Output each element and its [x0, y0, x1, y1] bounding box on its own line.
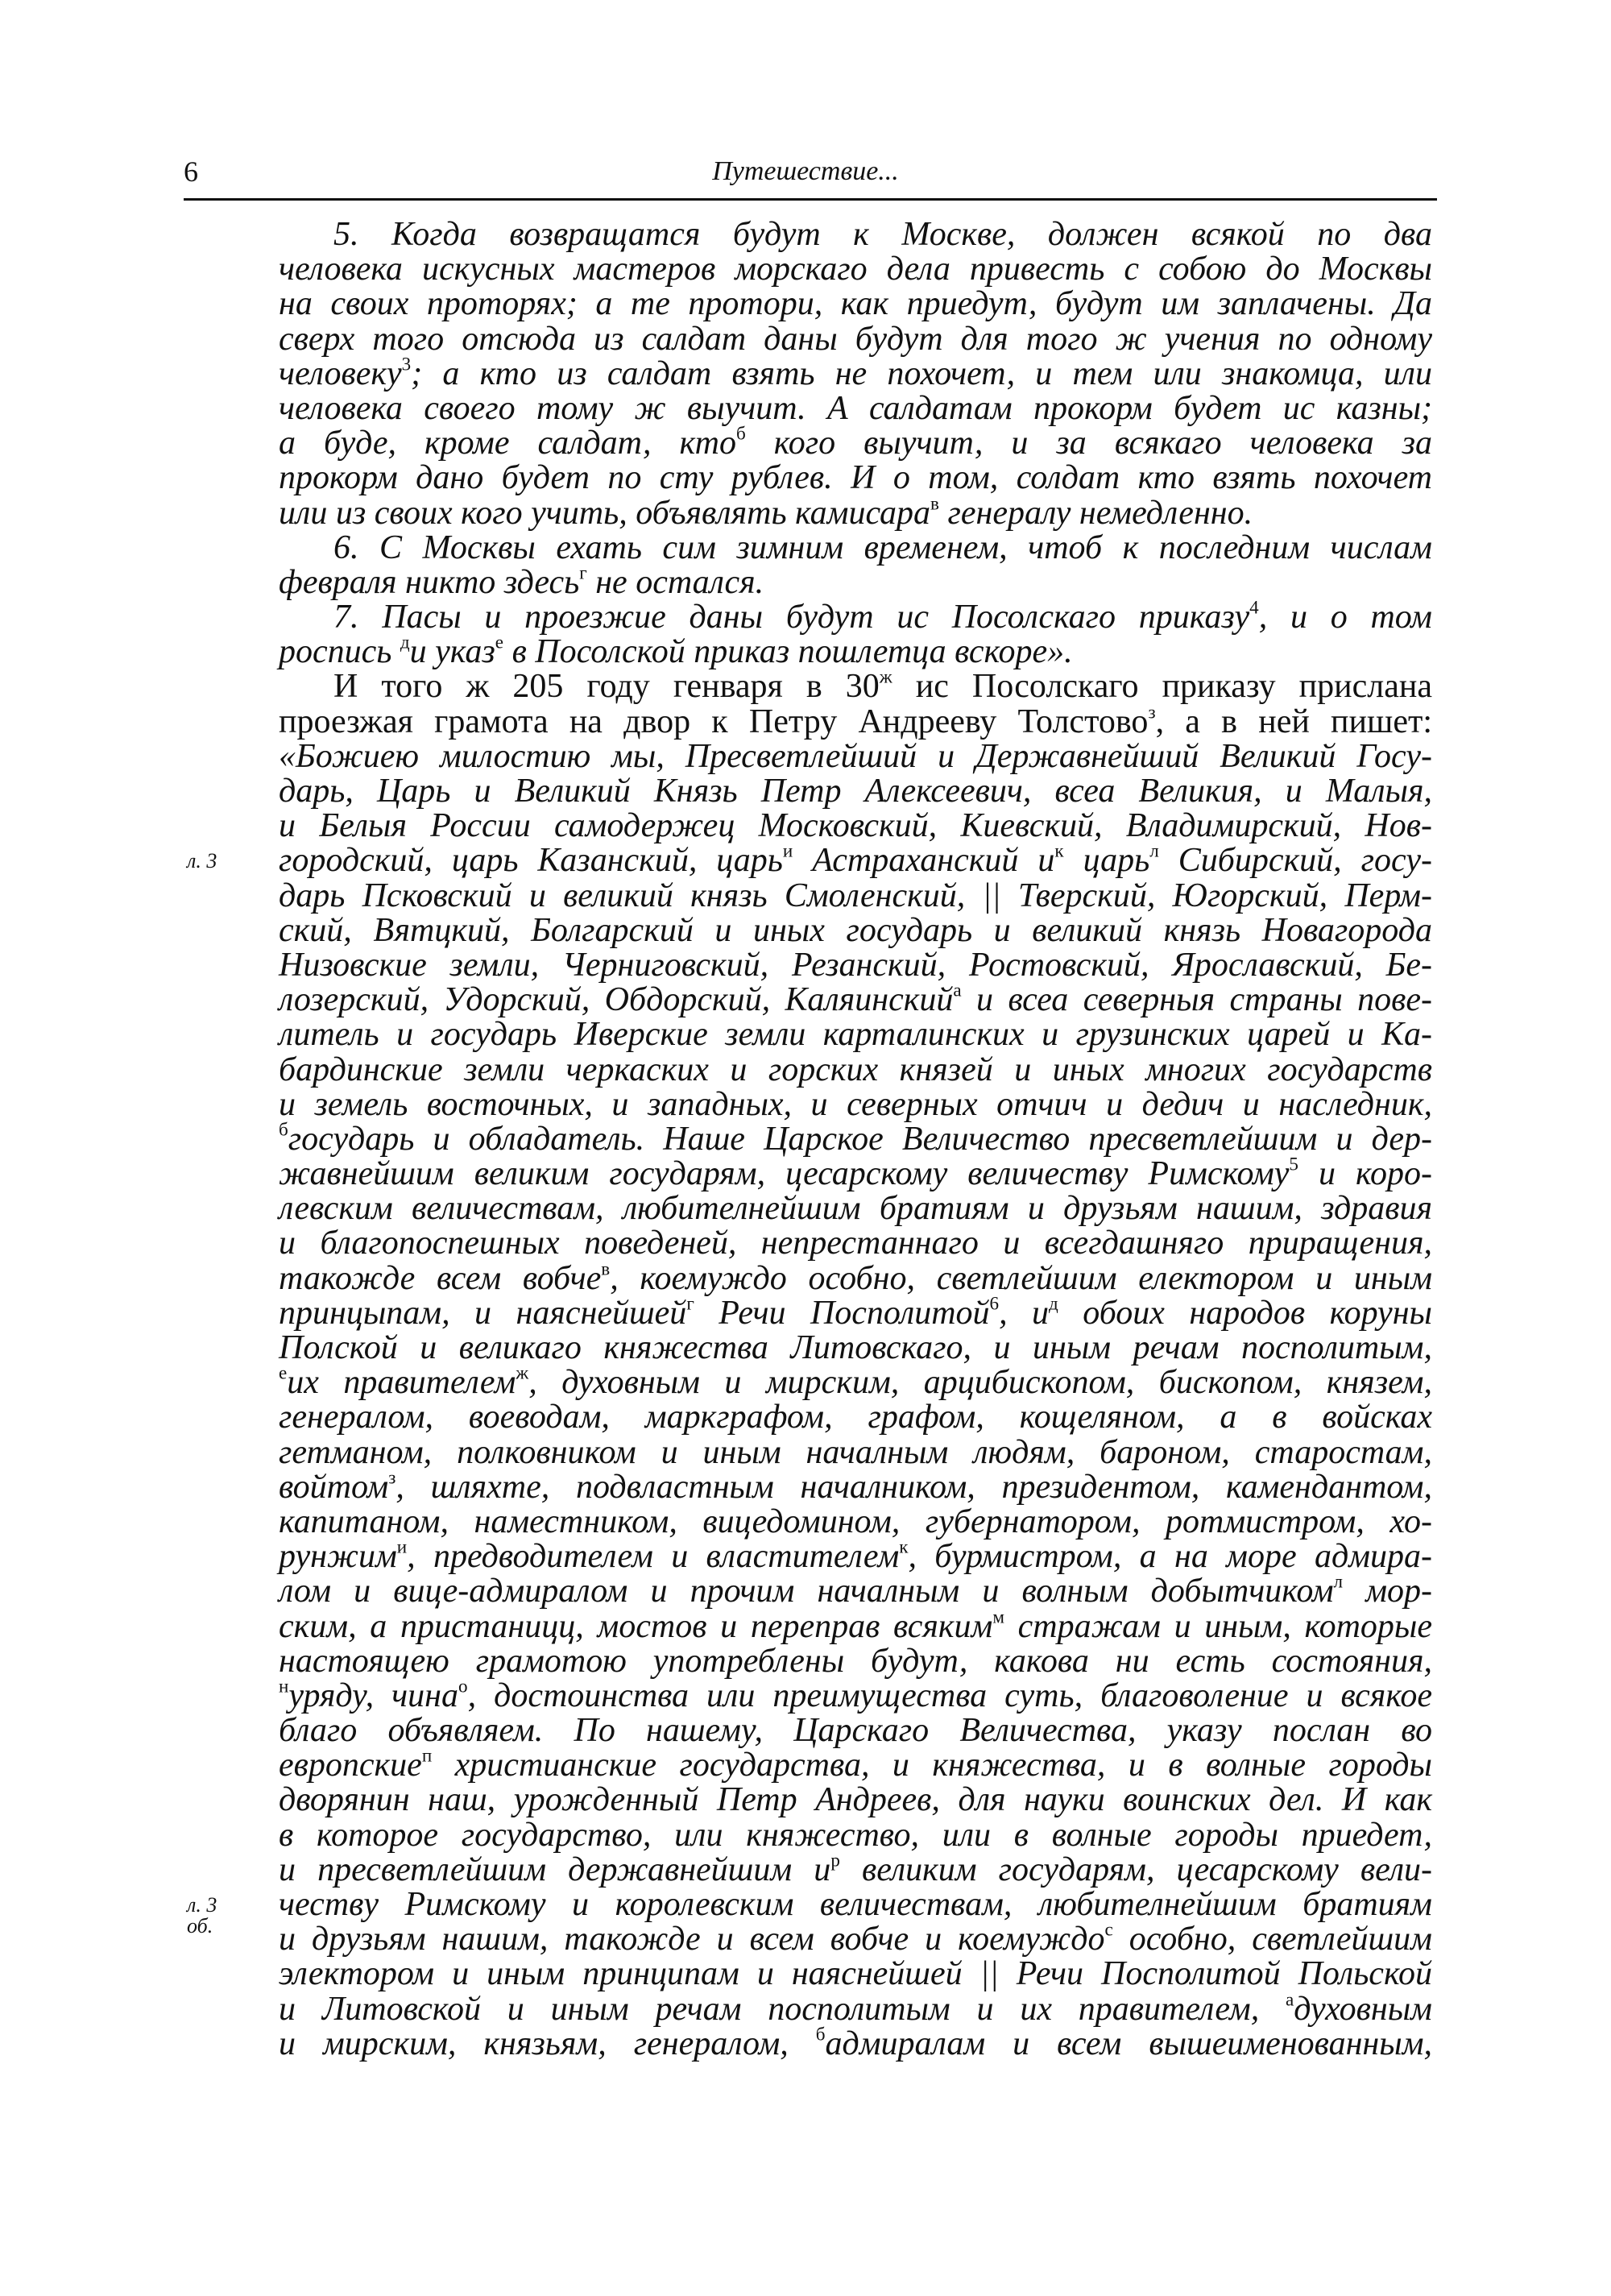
footnote-marker: м [992, 1606, 1004, 1627]
footnote-marker: 3 [401, 353, 412, 375]
text-segment: на своих проторях; а те протори, как приедут, будут им заплачены. Да [279, 285, 1432, 323]
folio-marker: об. [187, 1913, 213, 1938]
footnote-marker: л [1149, 840, 1159, 862]
text-segment: «Божиею милостию мы, Пресветлейший и Державнейший Великий Госу- [279, 737, 1432, 775]
text-segment: и Литовской и иным речам посполитым и их правителем, [279, 1990, 1286, 2028]
footnote-marker: з [388, 1466, 396, 1488]
text-segment: рунжим [279, 1538, 397, 1576]
text-segment: царь [1063, 842, 1150, 880]
text-segment: принцыпам, и наяснейшей [279, 1294, 687, 1332]
text-segment: 7. Пасы и проезжие даны будут ис Посолскаго приказу [333, 599, 1250, 636]
text-segment: настоящею грамотою употреблены будут, какова ни есть состояния, [279, 1642, 1432, 1680]
text-segment: человека искусных мастеров морскаго дела привесть с собою до Москвы [279, 251, 1432, 288]
text-line [279, 1466, 1432, 1506]
text-segment: уряду, чина [288, 1676, 459, 1714]
text-line [279, 1153, 1432, 1193]
footnote-marker: к [899, 1536, 909, 1557]
footnote-marker: з [1148, 701, 1156, 723]
text-segment: и мирским, князьям, генералом, [279, 2025, 816, 2062]
text-line [279, 562, 1432, 601]
folio-marker: л. 3 [187, 848, 217, 872]
text-line [279, 1118, 1432, 1158]
text-line [279, 1433, 1432, 1471]
text-line [279, 809, 1432, 843]
text-segment: Астраханский и [793, 842, 1055, 880]
text-segment: в Посолской приказ пошлетца вскоре». [503, 633, 1073, 671]
text-segment: лозерский, Удорский, Обдорский, Каляинский [279, 981, 954, 1019]
text-segment: духовным [1294, 1990, 1432, 2028]
text-segment: , предводителем и властителем [407, 1538, 900, 1576]
text-segment: лом и вице-адмиралом и прочим началным и волным добытчиком [279, 1573, 1334, 1610]
footnote-marker: 4 [1249, 596, 1259, 618]
text-segment: , и о том [1258, 599, 1432, 636]
footnote-marker: 5 [1289, 1153, 1298, 1175]
footnote-marker: а [953, 979, 962, 1001]
text-segment: , шляхте, подвластным началником, президентом, камендантом, [396, 1468, 1432, 1506]
text-segment: ; а кто из салдат взять не похочет, и тем или знакомца, или [411, 354, 1432, 392]
text-segment: бардинские земли черкаских и горских князей и иных многих государств [279, 1051, 1432, 1088]
text-segment: , а в ней пишет: [1155, 702, 1433, 740]
text-segment: кого выучит, и за всякаго человека за [745, 425, 1432, 462]
text-segment: электором и иным принципам и наяснейшей || Речи Посполитой Польской [279, 1955, 1432, 1993]
text-segment: адмиралам и всем вышеименованным, [825, 2025, 1432, 2062]
text-segment: а буде, кроме салдат, кто [279, 425, 736, 462]
text-line [279, 1292, 1432, 1332]
text-segment: левским величествам, любителнейшим братиям и друзьям нашим, здравия [279, 1190, 1432, 1228]
footnote-marker: 6 [989, 1292, 1000, 1314]
footnote-marker: и [782, 840, 793, 862]
text-line [279, 1849, 1433, 1888]
text-line [279, 1361, 1432, 1402]
text-line [279, 1714, 1432, 1748]
text-segment: мор- [1343, 1573, 1432, 1610]
text-segment: ским, а пристаницц, мостов и переправ всяким [279, 1607, 993, 1645]
text-line [279, 1226, 1432, 1261]
text-line [279, 1258, 1432, 1297]
text-line [279, 353, 1432, 392]
text-segment: и пресветлейшим державнейшим и [279, 1850, 831, 1888]
text-segment: и всеа северныя страны пове- [961, 981, 1433, 1019]
text-line [279, 1818, 1432, 1853]
footnote-marker: к [1054, 840, 1064, 862]
text-segment: гетманом, полковником и иным началным людям, бароном, старостам, [279, 1433, 1432, 1471]
footnote-marker: а [1286, 1988, 1294, 2010]
text-line [279, 701, 1433, 740]
footnote-marker: ж [879, 666, 892, 688]
footnote-marker: д [1049, 1292, 1058, 1314]
text-segment: не остался. [586, 563, 764, 601]
text-segment: благо объявляем. По нашему, Царскаго Величества, указу послан во [279, 1712, 1432, 1750]
header-rule [184, 198, 1437, 201]
text-line [279, 1053, 1432, 1088]
text-segment: сверх того отсюда из салдат даны будут для того ж учения по одному [279, 320, 1432, 358]
text-segment: дарь Псковский и великий князь Смоленский, || Тверский, Югорский, Перм- [279, 877, 1432, 914]
text-line [279, 1502, 1432, 1540]
text-line [279, 1536, 1432, 1576]
text-segment: февраля никто здесь [279, 563, 580, 601]
footnote-marker: п [421, 1744, 433, 1766]
footnote-marker: с [1104, 1918, 1113, 1940]
footnote-marker: б [279, 1118, 288, 1140]
text-segment: И того ж 205 году генваря в 30 [333, 668, 880, 706]
text-line [279, 737, 1432, 775]
text-segment: или из своих кого учить, объявлять камисара [279, 494, 931, 532]
text-segment: войтом [279, 1468, 389, 1506]
text-line [279, 492, 1432, 532]
text-segment: прокорм дано будет по сту рублев. И о том, солдат кто взять похочет [279, 459, 1432, 497]
text-line [279, 596, 1432, 636]
text-segment: честву Римскому и королевским величествам, любителнейшим братиям [279, 1886, 1432, 1923]
text-line [279, 631, 1432, 671]
text-segment: ис Посолскаго приказу прислана [892, 668, 1433, 706]
text-line [279, 1957, 1432, 1991]
text-segment: 5. Когда возвращатся будут к Москве, должен всякой по два [333, 216, 1432, 253]
text-line [279, 1783, 1432, 1817]
text-segment: , бурмистром, а на море адмира- [908, 1538, 1432, 1576]
footnote-marker: е [279, 1361, 288, 1383]
text-line [279, 1331, 1432, 1366]
text-segment: в которое государство, или княжество, или в волные городы приедет, [279, 1816, 1432, 1854]
footnote-marker: в [930, 492, 939, 514]
text-line [279, 1606, 1432, 1645]
footnote-marker: г [686, 1292, 694, 1314]
footnote-marker: в [601, 1258, 611, 1279]
text-segment: Сибирский, госу- [1158, 842, 1432, 880]
text-segment: генералом, воеводам, маркграфом, графом, кощеляном, а в войсках [279, 1399, 1432, 1436]
footnote-marker: б [735, 422, 746, 444]
text-line [279, 879, 1432, 914]
text-line [279, 774, 1432, 809]
text-segment: дворянин наш, урожденный Петр Андреев, для науки воинских дел. И как [279, 1781, 1432, 1819]
text-line [279, 389, 1432, 427]
text-line [279, 1400, 1432, 1435]
text-segment: великим государям, цесарскому вели- [839, 1850, 1433, 1888]
text-segment: обоих народов коруны [1058, 1294, 1432, 1332]
text-segment: жавнейшим великим государям, цесарскому величеству Римскому [279, 1155, 1290, 1193]
text-line [279, 218, 1432, 252]
text-segment: и Белыя России самодержец Московский, Киевский, Владимирский, Нов- [279, 807, 1432, 845]
footnote-marker: о [458, 1675, 468, 1697]
text-line [279, 1085, 1432, 1123]
text-segment: проезжая грамота на двор к Петру Андрееву Толстово [279, 702, 1149, 740]
text-segment: человеку [279, 354, 402, 392]
text-segment: литель и государь Иверские земли карталинских и грузинских царей и Ка- [279, 1016, 1432, 1054]
page-number: 6 [184, 155, 198, 188]
text-segment: 6. С Москвы ехать сим зимним временем, чтоб к последним числам [333, 528, 1432, 566]
text-line [279, 322, 1432, 357]
text-segment: и указ [409, 633, 495, 671]
text-segment: человека своего тому ж выучит. А салдатам прокорм будет ис казны; [279, 389, 1432, 427]
footnote-marker: р [830, 1849, 840, 1871]
text-line [279, 287, 1432, 321]
text-segment: христианские государства, и княжества, и в волные городы [432, 1747, 1432, 1784]
text-segment: и друзьям нашим, такожде и всем вобче и коемуждо [279, 1921, 1105, 1958]
text-segment: , духовным и мирским, арцибископом, бископом, князем, [528, 1364, 1432, 1402]
text-line [279, 979, 1433, 1019]
text-segment: капитаном, наместником, вицедомином, губернатором, ротмистром, хо- [279, 1502, 1432, 1540]
text-segment: и коро- [1298, 1155, 1432, 1193]
running-title: Путешествие... [712, 156, 899, 186]
text-segment: , достоинства или преимущества суть, благоволение и всякое [467, 1676, 1433, 1714]
text-segment: такожде всем вобче [279, 1259, 602, 1297]
text-segment: стражам и иным, которые [1004, 1607, 1432, 1645]
text-line [279, 1571, 1432, 1610]
text-segment: особно, светлейшим [1112, 1921, 1432, 1958]
footnote-marker: е [495, 631, 504, 653]
text-segment: роспись [279, 633, 400, 671]
footnote-marker: и [396, 1536, 408, 1557]
text-segment: Низовские земли, Черниговский, Резанский, Ростовский, Ярославский, Бе- [279, 946, 1432, 984]
text-line [279, 840, 1432, 880]
text-segment: Речи Посполитой [694, 1294, 990, 1332]
text-line [279, 1888, 1432, 1922]
text-segment: , коемуждо особно, светлейшим електором и иным [610, 1259, 1432, 1297]
text-line [279, 666, 1433, 706]
footnote-marker: д [400, 631, 410, 653]
text-line [279, 528, 1432, 566]
text-segment: , и [999, 1294, 1050, 1332]
footnote-marker: л [1333, 1571, 1344, 1592]
text-line [279, 252, 1432, 287]
footnote-marker: н [279, 1675, 289, 1697]
text-line [279, 911, 1432, 949]
footnote-marker: б [815, 2023, 826, 2045]
text-segment: государь и обладатель. Наше Царское Величество пресветлейшим и дер- [288, 1120, 1432, 1158]
text-segment: и земель восточных, и западных, и северных отчич и дедич и наследник, [279, 1085, 1432, 1123]
footnote-marker: г [579, 562, 587, 583]
text-line [279, 1675, 1433, 1714]
text-line [279, 1192, 1432, 1226]
text-line [279, 948, 1432, 983]
text-segment: европские [279, 1747, 422, 1784]
text-line [279, 1017, 1432, 1052]
text-line [279, 1744, 1432, 1784]
text-segment: их правителем [287, 1364, 516, 1402]
body-text [279, 218, 1432, 2062]
text-segment: ский, Вятцкий, Болгарский и иных государь и великий князь Новагорода [279, 911, 1432, 949]
text-segment: и благопоспешных поведеней, непрестаннаго и всегдашняго приращения, [279, 1225, 1432, 1262]
text-segment: генералу немедленно. [938, 494, 1253, 532]
text-line [279, 1918, 1432, 1958]
text-line [279, 461, 1432, 495]
text-segment: Полской и великаго княжества Литовскаго, и иным речам посполитым, [279, 1329, 1432, 1366]
text-line [279, 422, 1432, 462]
text-line [279, 1644, 1432, 1679]
folio-marker: л. 3 [187, 1892, 217, 1917]
text-segment: дарь, Царь и Великий Князь Петр Алексеевич, всеа Великия, и Малыя, [279, 773, 1432, 810]
text-line [279, 2023, 1432, 2062]
text-line [279, 1988, 1432, 2028]
text-segment: городский, царь Казанский, царь [279, 842, 783, 880]
footnote-marker: ж [516, 1361, 529, 1383]
